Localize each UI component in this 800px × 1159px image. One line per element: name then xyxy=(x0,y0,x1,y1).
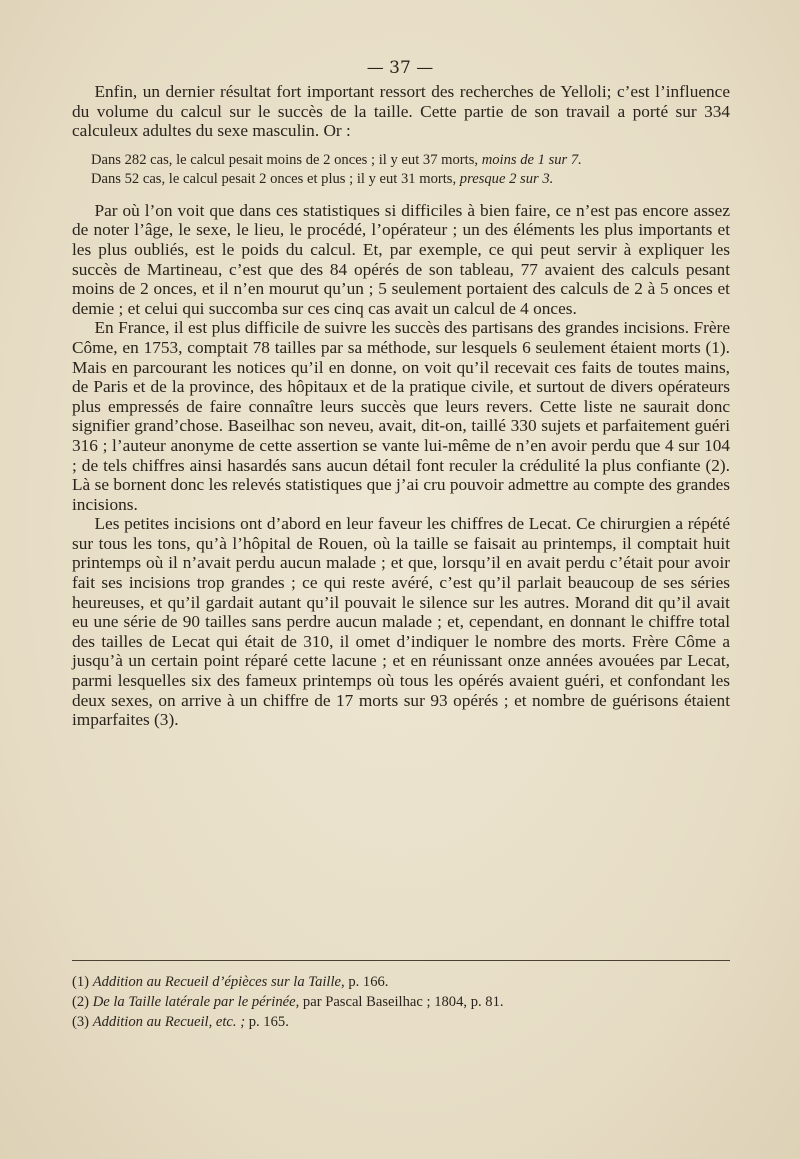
footnote-2-number: (2) xyxy=(72,994,90,1010)
footnote-3-rest: p. 165. xyxy=(245,1014,289,1030)
footnote-1-number: (1) xyxy=(72,974,90,990)
footnotes xyxy=(72,972,730,1032)
case-2-ratio: presque 2 sur 3. xyxy=(459,170,554,187)
footnote-3-title: Addition au Recueil, etc. ; xyxy=(92,1014,246,1030)
footnote-divider xyxy=(72,960,730,961)
paragraph-1: Enfin, un dernier résultat fort important ressort des recherches de Yelloli; c’est l’influence du volume du calcul sur le succès de la taille. Cette partie de son travail a porté sur 334 calculeux adultes du sexe masculin. Or : xyxy=(72,82,730,141)
paragraph-2: Par où l’on voit que dans ces statistiques si difficiles à bien faire, ce n’est pas encore assez de noter l’âge, le sexe, le lieu, le procédé, l’opérateur ; un des éléments les plus importants et les plus oubliés, est le poids du calcul. Et, par exemple, ce qui peut servir à expliquer les succès de Martineau, c’est que des 84 opérés de son tableau, 77 avaient des calculs pesant moins de 2 onces, et il n’en mourut qu’un ; 5 seulement portaient des calculs de 2 à 5 onces et demie ; et celui qui succomba sur ces cinq cas avait un calcul de 4 onces. xyxy=(72,200,730,318)
footnote-1-rest: p. 166. xyxy=(344,974,389,990)
footnote-2 xyxy=(72,992,730,1012)
paragraph-3: En France, il est plus difficile de suivre les succès des partisans des grandes incisions. Frère Côme, en 1753, comptait 78 tailles par sa méthode, sur lesquels 6 seulement étaient morts (1). Mais en parcourant les notices qu’il en donne, on voit qu’il recevait ces faits de toutes mains, de Paris et de la province, des hôpitaux et de la pratique civile, et surtout de divers opérateurs plus empressés de faire connaître leurs succès que leurs revers. Cette liste ne saurait donc signifier grand’chose. Baseilhac son neveu, avait, dit-on, taillé 330 sujets et parfaitement guéri 316 ; l’auteur anonyme de cette assertion se vante lui-même de n’en avoir perdu que 4 sur 104 ; de tels chiffres ainsi hasardés sans aucun détail font reculer la crédulité la plus confiante (2). Là se bornent donc les relevés statistiques que j’ai cru pouvoir admettre au compte des grandes incisions. xyxy=(72,318,730,514)
footnote-1 xyxy=(72,972,730,992)
body-text xyxy=(72,82,730,730)
footnote-3 xyxy=(72,1012,730,1032)
footnote-2-title: De la Taille latérale par le périnée, xyxy=(92,994,300,1010)
case-2-text: Dans 52 cas, le calcul pesait 2 onces et plus ; il y eut 31 morts, xyxy=(90,170,457,187)
paragraph-4: Les petites incisions ont d’abord en leur faveur les chiffres de Lecat. Ce chirurgien a répété sur tous les tons, qu’à l’hôpital de Rouen, où la taille se faisait au printemps, il comptait huit printemps où il n’avait perdu aucun malade ; et que, lorsqu’il en avait perdu c’était pour avoir fait ses incisions trop grandes ; ce qui reste avéré, c’est qu’il parlait beaucoup de ses séries heureuses, et qu’il gardait autant qu’il pouvait le silence sur les autres. Morand dit qu’il avait eu une série de 90 tailles sans perdre aucun malade ; et, cependant, en donnant le chiffre total des tailles de Lecat qui était de 310, il omet d’indiquer le nombre des morts. Frère Côme a jusqu’à un certain point réparé cette lacune ; et en réunissant onze années avouées par Lecat, parmi lesquelles six des fameux printemps où tous les opérés avaient guéri, et confondant les deux sexes, on arrive à un chiffre de 17 morts sur 93 opérés ; et nombre de guérisons étaient imparfaites (3). xyxy=(72,514,730,730)
case-row-2 xyxy=(72,170,730,189)
case-row-1 xyxy=(72,151,730,170)
page-number: — 37 — xyxy=(366,58,434,78)
case-list xyxy=(72,151,730,189)
case-1-ratio: moins de 1 sur 7. xyxy=(481,151,582,168)
case-1-text: Dans 282 cas, le calcul pesait moins de 2 onces ; il y eut 37 morts, xyxy=(90,151,479,168)
footnote-2-rest: par Pascal Baseilhac ; 1804, p. 81. xyxy=(299,994,504,1010)
footnote-3-number: (3) xyxy=(72,1014,90,1030)
footnote-1-title: Addition au Recueil d’épièces sur la Taille, xyxy=(92,974,345,990)
